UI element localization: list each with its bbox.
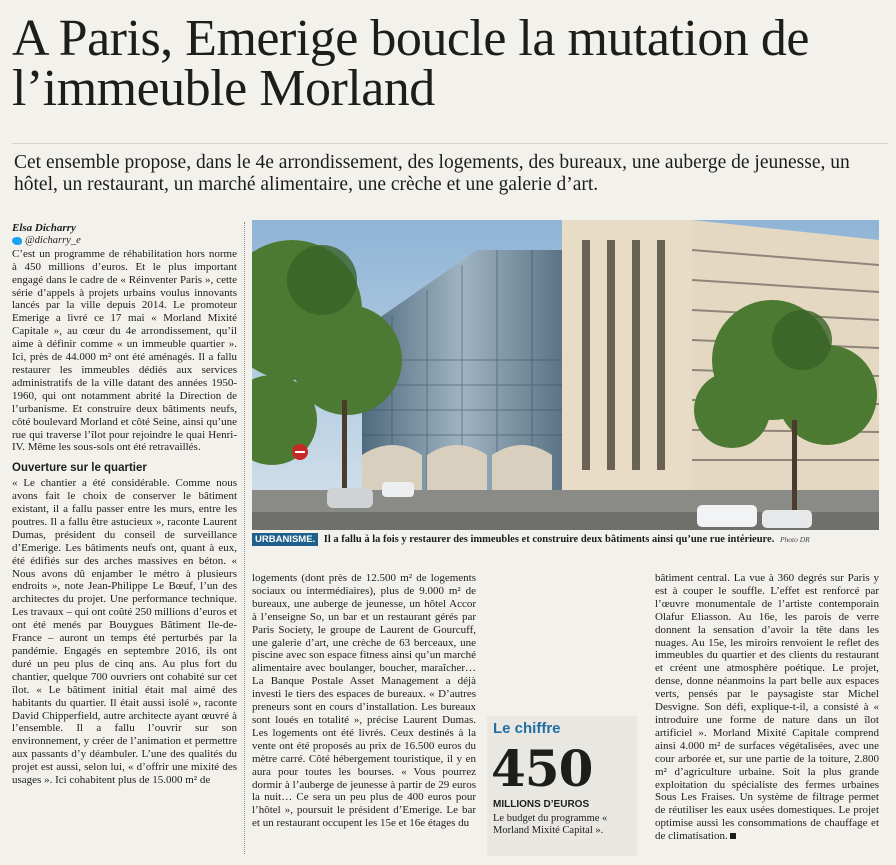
body-paragraph-right-text: bâtiment central. La vue à 360 degrés sur Paris y est à couper le souffle. L’effet est renforcé par l’œuvre monumentale de l’artiste contemporain Olafur Eliasson. Au 16e, les parois de verre donnent la sensation d’avoir la tête dans les nuages. Au 15e, les miroirs renvoient le reflet des immeubles du quartier et des clients du restaurant et créent une atmosphère poétique. Le projet, dense, donne néanmoins la part belle aux espaces verts, pensés par le paysagiste star Michel Desvigne. Son défi, explique-t-il, a consisté à « introduire une forme de nature dans un îlot artificiel ». Morland Mixité Capitale comprend ainsi 4.000 m² de surfaces végétalisées, avec une cour arborée et, sur une partie de la toiture, 2.800 m² d’agriculture urbaine. Soit la plus grande exploitation du spécialiste des fermes urbaines Sous Les Fraises. Un système de filtrage permet de réutiliser les eaux usées domestiques. Le projet optimise aussi les consommations de chauffage et de climatisation.	[655, 572, 879, 843]
key-figure-number: 450	[491, 739, 593, 798]
twitter-bird-icon	[12, 237, 22, 245]
column-right	[655, 572, 879, 843]
building-photo-illustration	[252, 220, 879, 530]
end-of-article-mark	[730, 833, 736, 839]
key-figure-kicker: Le chiffre	[493, 720, 561, 737]
photo-caption	[252, 532, 879, 548]
headline-divider	[12, 143, 888, 144]
subhead: Ouverture sur le quartier	[12, 462, 147, 475]
column-divider	[244, 222, 245, 854]
caption-text: Il a fallu à la fois y restaurer des immeubles et construire deux bâtiments ainsi qu’une rue intérieure.	[323, 534, 775, 545]
key-figure-description: Le budget du programme « Morland Mixité Capital ».	[493, 813, 608, 836]
author-twitter[interactable]	[12, 235, 237, 248]
standfirst: Cet ensemble propose, dans le 4e arrondissement, des logements, des bureaux, une auberge de jeunesse, un hôtel, un restaurant, un marché alimentaire, une crèche et une galerie d’art.	[14, 152, 850, 195]
author-twitter-handle[interactable]: @dicharry_e	[25, 234, 81, 246]
key-figure-box	[487, 716, 637, 856]
body-paragraph-right	[655, 572, 879, 843]
column-middle	[252, 572, 476, 830]
photo-credit: Photo DR	[779, 535, 810, 544]
body-paragraph-left-2: « Le chantier a été considérable. Comme nous avons fait le choix de conserver le bâtiment existant, il a fallu passer entre les murs, entre les poutres. Il a fallu être astucieux », raconte Laurent Dumas, président du conseil de surveillance d’Emerige. Les bâtiments neufs ont, quant à eux, été édifiés sur des arches massives en béton. « Nous avons dû enjamber le métro à plusieurs endroits », note Jean-Philippe Le Bœuf, l’un des architectes du projet. Une performance technique. Les travaux – qui ont coûté 250 millions d’euros et ont été menés par Bouygues Bâtiment Ile-de-France – auront un temps été perturbés par la pandémie. Engagés en septembre 2016, ils ont duré un peu plus de cinq ans. Au plus fort du chantier, quelque 700 ouvriers ont cohabité sur cet îlot. « Le bâtiment initial était mal aimé des habitants du quartier. Il était aussi isolé », raconte David Chipperfield, autre architecte ayant œuvré à l’ensemble. Il a fallu l’ouvrir sur son environnement, y créer de l’animation et permettre aux passants d’y déambuler. L’une des qualités du projet est aussi, selon lui, « d’offrir une mixité des usages ». Ici cohabitent plus de 15.000 m² de	[12, 477, 237, 787]
caption-tag: URBANISME.	[252, 533, 318, 546]
body-paragraph-intro: C’est un programme de réhabilitation hors norme à 450 millions d’euros. Et le plus important engagé dans le cadre de « Réinventer Paris », cette série d’appels à projets urbains voulus innovants lancés par la ville depuis 2014. Le promoteur Emerige a livré ce 17 mai « Morland Mixité Capitale », au cœur du 4e arrondissement, qu’il aime à définir comme « un immeuble quartier ». Ici, près de 44.000 m² ont été aménagés. Il a fallu restaurer les immeubles dédiés aux services administratifs de la ville datant des années 1950-1960, qui ont notamment abrité la Direction de l’urbanisme. Et construire deux bâtiments neufs, côté boulevard Morland et côté Seine, ainsi qu’une rue qui traverse l’îlot pour rejoindre le quai Henri-IV. Même les sous-sols ont été retravaillés.	[12, 247, 237, 454]
column-left	[12, 222, 237, 787]
body-paragraph-middle: logements (dont près de 12.500 m² de logements sociaux ou intermédiaires), plus de 9.000 m² de bureaux, une auberge de jeunesse, un hôtel Accor à l’enseigne So, un bar et un restaurant gérés par Paris Society, le groupe de Laurent de Gourcuff, une galerie d’art, une crèche de 63 berceaux, une piscine avec son espace fitness ainsi qu’un marché alimentaire avec boulanger, boucher, maraîcher… La Banque Postale Asset Management a déjà investi le tiers des espaces de bureaux. « D’autres preneurs sont en cours d’installation. Les bureaux sont loués en totalité », précise Laurent Dumas. Les logements ont été livrés. Ceux destinés à la vente ont été proposés au prix de 16.500 euros du mètre carré. Côté hébergement touristique, il y en aura pour toutes les bourses. « Vous pourrez dormir à l’auberge de jeunesse à partir de 29 euros la nuit… Ce sera un peu plus de 400 euros pour l’hôtel », poursuit le président d’Emerige. Le bar et un restaurant occupent les 15e et 16e étages du	[252, 572, 476, 830]
key-figure-unit: MILLIONS D’EUROS	[493, 799, 590, 810]
headline: A Paris, Emerige boucle la mutation de l’immeuble Morland	[12, 10, 809, 117]
article-photo	[252, 220, 879, 530]
author-name: Elsa Dicharry	[12, 222, 76, 234]
